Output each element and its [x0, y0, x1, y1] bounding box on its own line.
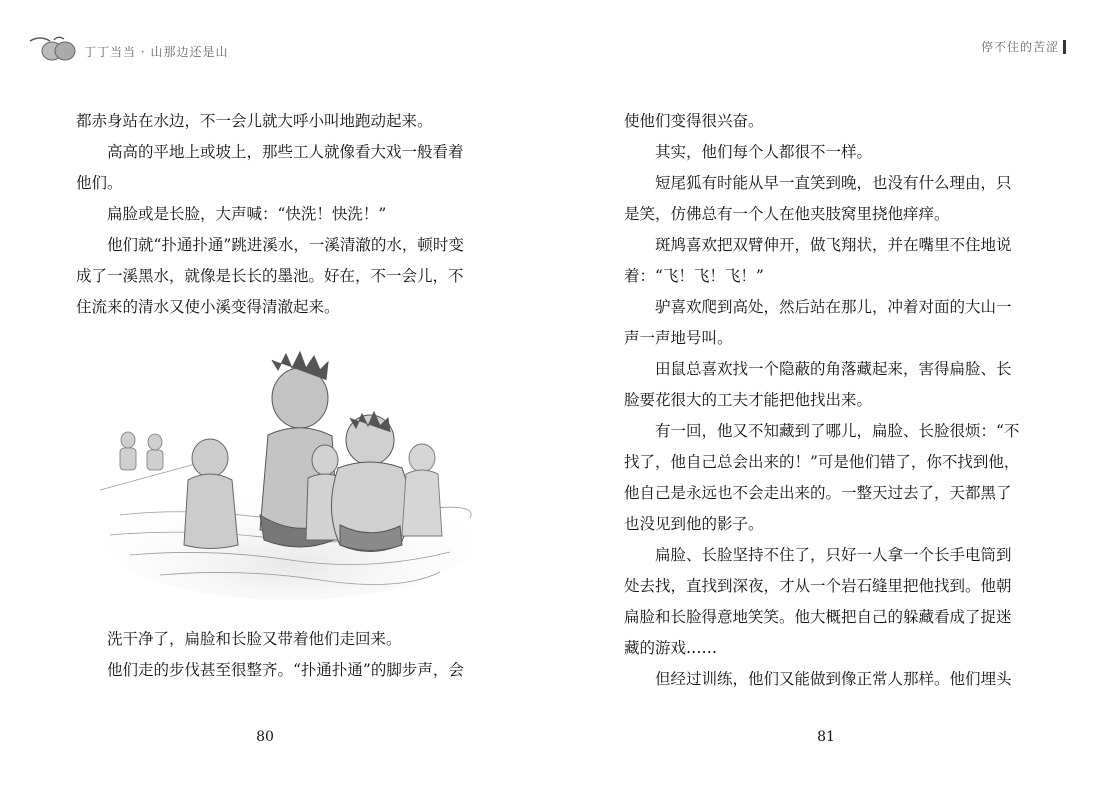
- right-page: [548, 0, 1096, 786]
- paragraph: 田鼠总喜欢找一个隐蔽的角落藏起来，害得扁脸、长脸要花很大的工夫才能把他找出来。: [624, 360, 1012, 409]
- paragraph: 有一回，他又不知藏到了哪儿，扁脸、长脸很烦：“不找了，他自己总会出来的！”可是他们错了，你不找到他，他自己是永远也不会走出来的。一整天过去了，天都黑了也没见到他的影子。: [624, 422, 1020, 533]
- book-title: 丁丁当当 · 山那边还是山: [84, 44, 229, 59]
- chapter-title: 停不住的苦涩: [980, 40, 1059, 54]
- running-header-left: [28, 30, 228, 66]
- page-number-left: 80: [256, 729, 274, 745]
- paragraph: 都赤身站在水边，不一会儿就大呼小叫地跑动起来。: [76, 112, 433, 130]
- page-number-right: 81: [817, 729, 835, 745]
- paragraph: 洗干净了，扁脸和长脸又带着他们走回来。: [107, 630, 402, 648]
- children-bathing-illustration: [100, 340, 480, 605]
- paragraph: 使他们变得很兴奋。: [624, 112, 764, 130]
- paragraph: 高高的平地上或坡上，那些工人就像看大戏一般看着他们。: [76, 143, 464, 192]
- paragraph: 扁脸、长脸坚持不住了，只好一人拿一个长手电筒到处去找，直找到深夜，才从一个岩石缝里把他找到。他朝扁脸和长脸得意地笑笑。他大概把自己的躲藏看成了捉迷藏的游戏……: [624, 546, 1012, 657]
- paragraph: 扁脸或是长脸，大声喊：“快洗！快洗！”: [107, 205, 387, 223]
- header-bar-icon: [1063, 40, 1066, 54]
- paragraph: 短尾狐有时能从早一直笑到晚，也没有什么理由，只是笑，仿佛总有一个人在他夹肢窝里挠他痒痒。: [624, 174, 1012, 223]
- paragraph: 驴喜欢爬到高处，然后站在那儿，冲着对面的大山一声一声地号叫。: [624, 298, 1012, 347]
- paragraph: 他们走的步伐甚至很整齐。“扑通扑通”的脚步声，会: [107, 661, 464, 679]
- paragraph: 斑鸠喜欢把双臂伸开，做飞翔状，并在嘴里不住地说着：“飞！飞！飞！”: [624, 236, 1012, 285]
- paragraph: 他们就“扑通扑通”跳进溪水，一溪清澈的水，顿时变成了一溪黑水，就像是长长的墨池。好在，不一会儿，不住流来的清水又使小溪变得清澈起来。: [76, 236, 464, 316]
- paragraph: 其实，他们每个人都很不一样。: [655, 143, 873, 161]
- paragraph: 但经过训练，他们又能做到像正常人那样。他们埋头: [655, 670, 1012, 688]
- right-text: [624, 106, 1024, 695]
- running-header-right: [981, 38, 1066, 55]
- gourd-logo-icon: [28, 31, 78, 65]
- left-text-bottom: [76, 624, 476, 686]
- left-text-top: [76, 106, 476, 323]
